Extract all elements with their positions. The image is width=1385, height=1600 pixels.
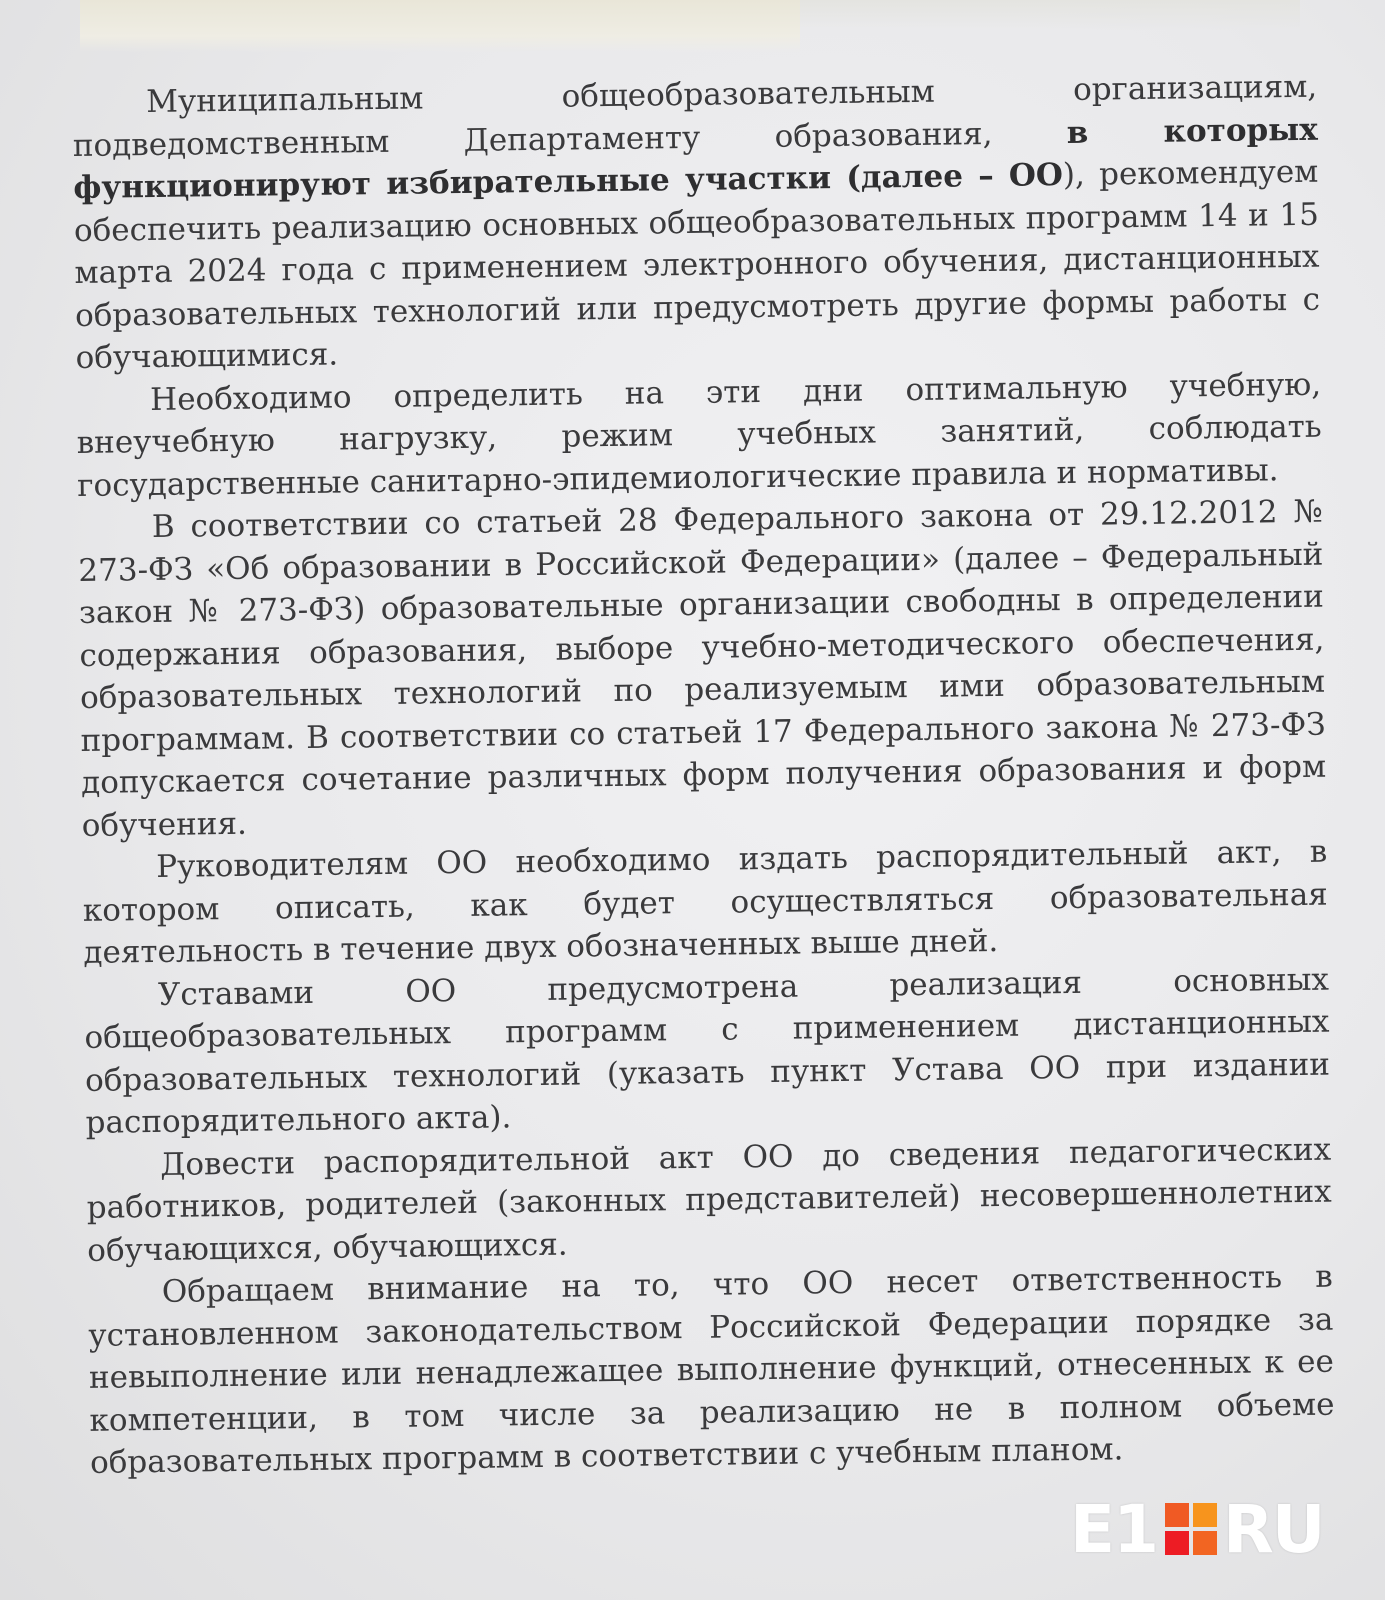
logo-left-text: E1	[1070, 1490, 1158, 1568]
logo-square-d	[1193, 1531, 1217, 1555]
paragraph-1-text-1: Муниципальным общеобразовательным организациям, подведомственным Департаменту образования,	[72, 68, 1318, 164]
paragraph-2: Необходимо определить на эти дни оптимальную учебную, внеучебную нагрузку, режим учебных занятий, соблюдать государственные санитарно-эпидемиологические правила и нормативы.	[76, 366, 1322, 504]
paragraph-7: Обращаем внимание на то, что ОО несет ответственность в установленном законодательством Российской Федерации порядке за невыполнение или ненадлежащее выполнение функций, отнесенных к ее компетенции, в том числе за реализацию не в полном объеме образовательных программ в соответствии с учебным планом.	[88, 1258, 1335, 1481]
paragraph-6: Довести распорядительной акт ОО до сведения педагогических работников, родителей (законных представителей) несовершеннолетних обучающихся, обучающихся.	[86, 1131, 1332, 1269]
paragraph-3: В соответствии со статьей 28 Федерального закона от 29.12.2012 № 273-ФЗ «Об образовании в Российской Федерации» (далее – Федеральный закон № 273-ФЗ) образовательные организации свободны в определении содержания образования, выборе учебно-методического обеспечения, образовательных технологий по реализуемым ими образовательным программам. В соответствии со статьей 17 Федерального закона № 273-ФЗ допускается сочетание различных форм получения образования и форм обучения.	[78, 493, 1327, 844]
e1-ru-watermark-logo	[1070, 1490, 1324, 1568]
logo-square-a	[1165, 1503, 1189, 1527]
logo-square-b	[1193, 1503, 1217, 1527]
paper-edge-shadow	[800, 0, 1300, 30]
logo-right-text: RU	[1223, 1490, 1324, 1568]
logo-square-c	[1165, 1531, 1189, 1555]
paragraph-5: Уставами ОО предусмотрена реализация основных общеобразовательных программ с применением дистанционных образовательных технологий (указать пункт Устава ОО при издании распорядительного акта).	[84, 961, 1331, 1141]
paragraph-1	[72, 66, 1321, 380]
paragraph-4: Руководителям ОО необходимо издать распорядительный акт, в котором описать, как будет осуществляться образовательная деятельность в течение двух обозначенных выше дней.	[82, 833, 1328, 971]
letter-body	[72, 66, 1335, 1485]
logo-square-mark-icon	[1165, 1503, 1217, 1555]
paper-edge-strip	[80, 0, 800, 52]
paragraph-1-bold-text: в которых функционируют избирательные участки (далее – ОО	[73, 111, 1318, 206]
paragraph-1-text-2: ), рекомендуем обеспечить реализацию основных общеобразовательных программ 14 и 15 марта 2024 года с применением электронного обучения, дистанционных образовательных технологий или предусмотреть другие формы работы с обучающимися.	[73, 153, 1321, 376]
